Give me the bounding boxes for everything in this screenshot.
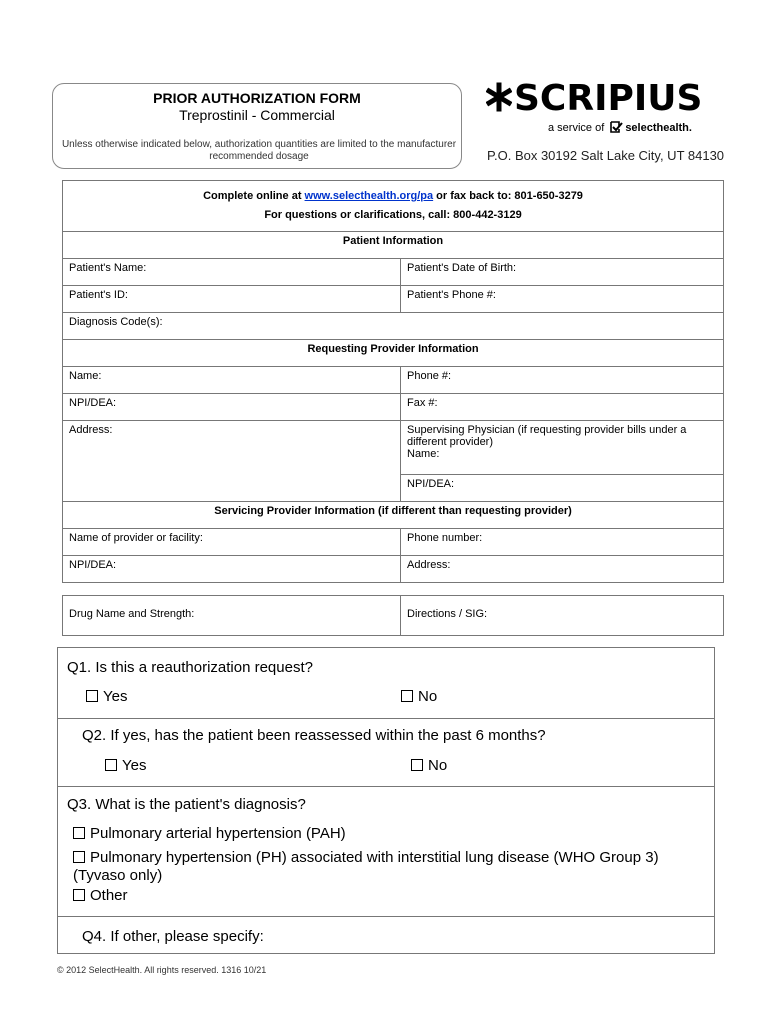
q2-label: Q2. If yes, has the patient been reassessed within the past 6 months? <box>82 727 546 744</box>
selecthealth-pa-link[interactable]: www.selecthealth.org/pa <box>304 190 434 202</box>
patient-id-field[interactable]: Patient's ID: <box>63 286 401 313</box>
q1-no-option[interactable]: No <box>401 688 437 705</box>
requesting-npi-field[interactable]: NPI/DEA: <box>63 394 401 421</box>
q1-yes-option[interactable]: Yes <box>86 688 127 705</box>
q3-ph-ild-checkbox[interactable] <box>73 851 85 863</box>
mailing-address: P.O. Box 30192 Salt Lake City, UT 84130 <box>487 148 725 163</box>
info-table <box>62 180 724 583</box>
requesting-section-heading: Requesting Provider Information <box>63 340 724 367</box>
service-prefix: a service of <box>548 122 605 134</box>
q3-ph-ild-option[interactable]: Pulmonary hypertension (PH) associated with interstitial lung disease (WHO Group 3) (Tyvaso only) <box>73 849 659 884</box>
servicing-section-heading: Servicing Provider Information (if different than requesting provider) <box>63 502 724 529</box>
dosage-note: Unless otherwise indicated below, authorization quantities are limited to the manufacturer recommended dosage <box>61 139 457 162</box>
servicing-name-field[interactable]: Name of provider or facility: <box>63 529 401 556</box>
patient-section-heading: Patient Information <box>63 232 724 259</box>
instructions-cell: Complete online at www.selecthealth.org/pa or fax back to: 801-650-3279 For questions or clarifications, call: 800-442-3129 <box>63 181 724 232</box>
scripius-logo <box>486 78 702 119</box>
patient-dob-field[interactable]: Patient's Date of Birth: <box>401 259 724 286</box>
selecthealth-check-icon <box>609 120 623 134</box>
q3-label: Q3. What is the patient's diagnosis? <box>67 796 306 813</box>
q3-other-checkbox[interactable] <box>73 889 85 901</box>
directions-field[interactable]: Directions / SIG: <box>401 596 724 636</box>
requesting-address-field[interactable]: Address: <box>63 421 401 502</box>
divider <box>57 916 715 917</box>
q1-no-checkbox[interactable] <box>401 690 413 702</box>
q3-pah-option[interactable]: Pulmonary arterial hypertension (PAH) <box>73 825 346 842</box>
service-line <box>548 120 692 134</box>
supervising-physician-cell[interactable] <box>401 421 724 475</box>
drug-table <box>62 595 724 636</box>
servicing-phone-field[interactable]: Phone number: <box>401 529 724 556</box>
diagnosis-code-field[interactable]: Diagnosis Code(s): <box>63 313 724 340</box>
q4-label: Q4. If other, please specify: <box>82 928 264 945</box>
q1-label: Q1. Is this a reauthorization request? <box>67 659 313 676</box>
questions-phone: For questions or clarifications, call: 800-442-3129 <box>264 209 522 221</box>
q2-no-option[interactable]: No <box>411 757 447 774</box>
servicing-address-field[interactable]: Address: <box>401 556 724 583</box>
requesting-phone-field[interactable]: Phone #: <box>401 367 724 394</box>
service-name: selecthealth. <box>625 122 692 134</box>
form-title: PRIOR AUTHORIZATION FORM <box>153 90 361 106</box>
supervising-name-label: Name: <box>407 448 440 460</box>
divider <box>57 718 715 719</box>
q2-no-checkbox[interactable] <box>411 759 423 771</box>
patient-name-field[interactable]: Patient's Name: <box>63 259 401 286</box>
q3-pah-checkbox[interactable] <box>73 827 85 839</box>
q1-yes-checkbox[interactable] <box>86 690 98 702</box>
requesting-fax-field[interactable]: Fax #: <box>401 394 724 421</box>
copyright-footer: © 2012 SelectHealth. All rights reserved. 1316 10/21 <box>57 965 267 975</box>
servicing-npi-field[interactable]: NPI/DEA: <box>63 556 401 583</box>
logo-text: SCRIPIUS <box>514 78 703 119</box>
q3-other-option[interactable]: Other <box>73 887 128 904</box>
supervising-npi-field[interactable]: NPI/DEA: <box>401 475 724 502</box>
form-subtitle: Treprostinil - Commercial <box>179 107 335 123</box>
q2-yes-checkbox[interactable] <box>105 759 117 771</box>
drug-name-field[interactable]: Drug Name and Strength: <box>63 596 401 636</box>
supervising-label: Supervising Physician (if requesting provider bills under a different provider) <box>407 424 687 448</box>
asterisk-logo-icon <box>486 82 512 112</box>
q2-yes-option[interactable]: Yes <box>105 757 146 774</box>
divider <box>57 786 715 787</box>
requesting-name-field[interactable]: Name: <box>63 367 401 394</box>
patient-phone-field[interactable]: Patient's Phone #: <box>401 286 724 313</box>
